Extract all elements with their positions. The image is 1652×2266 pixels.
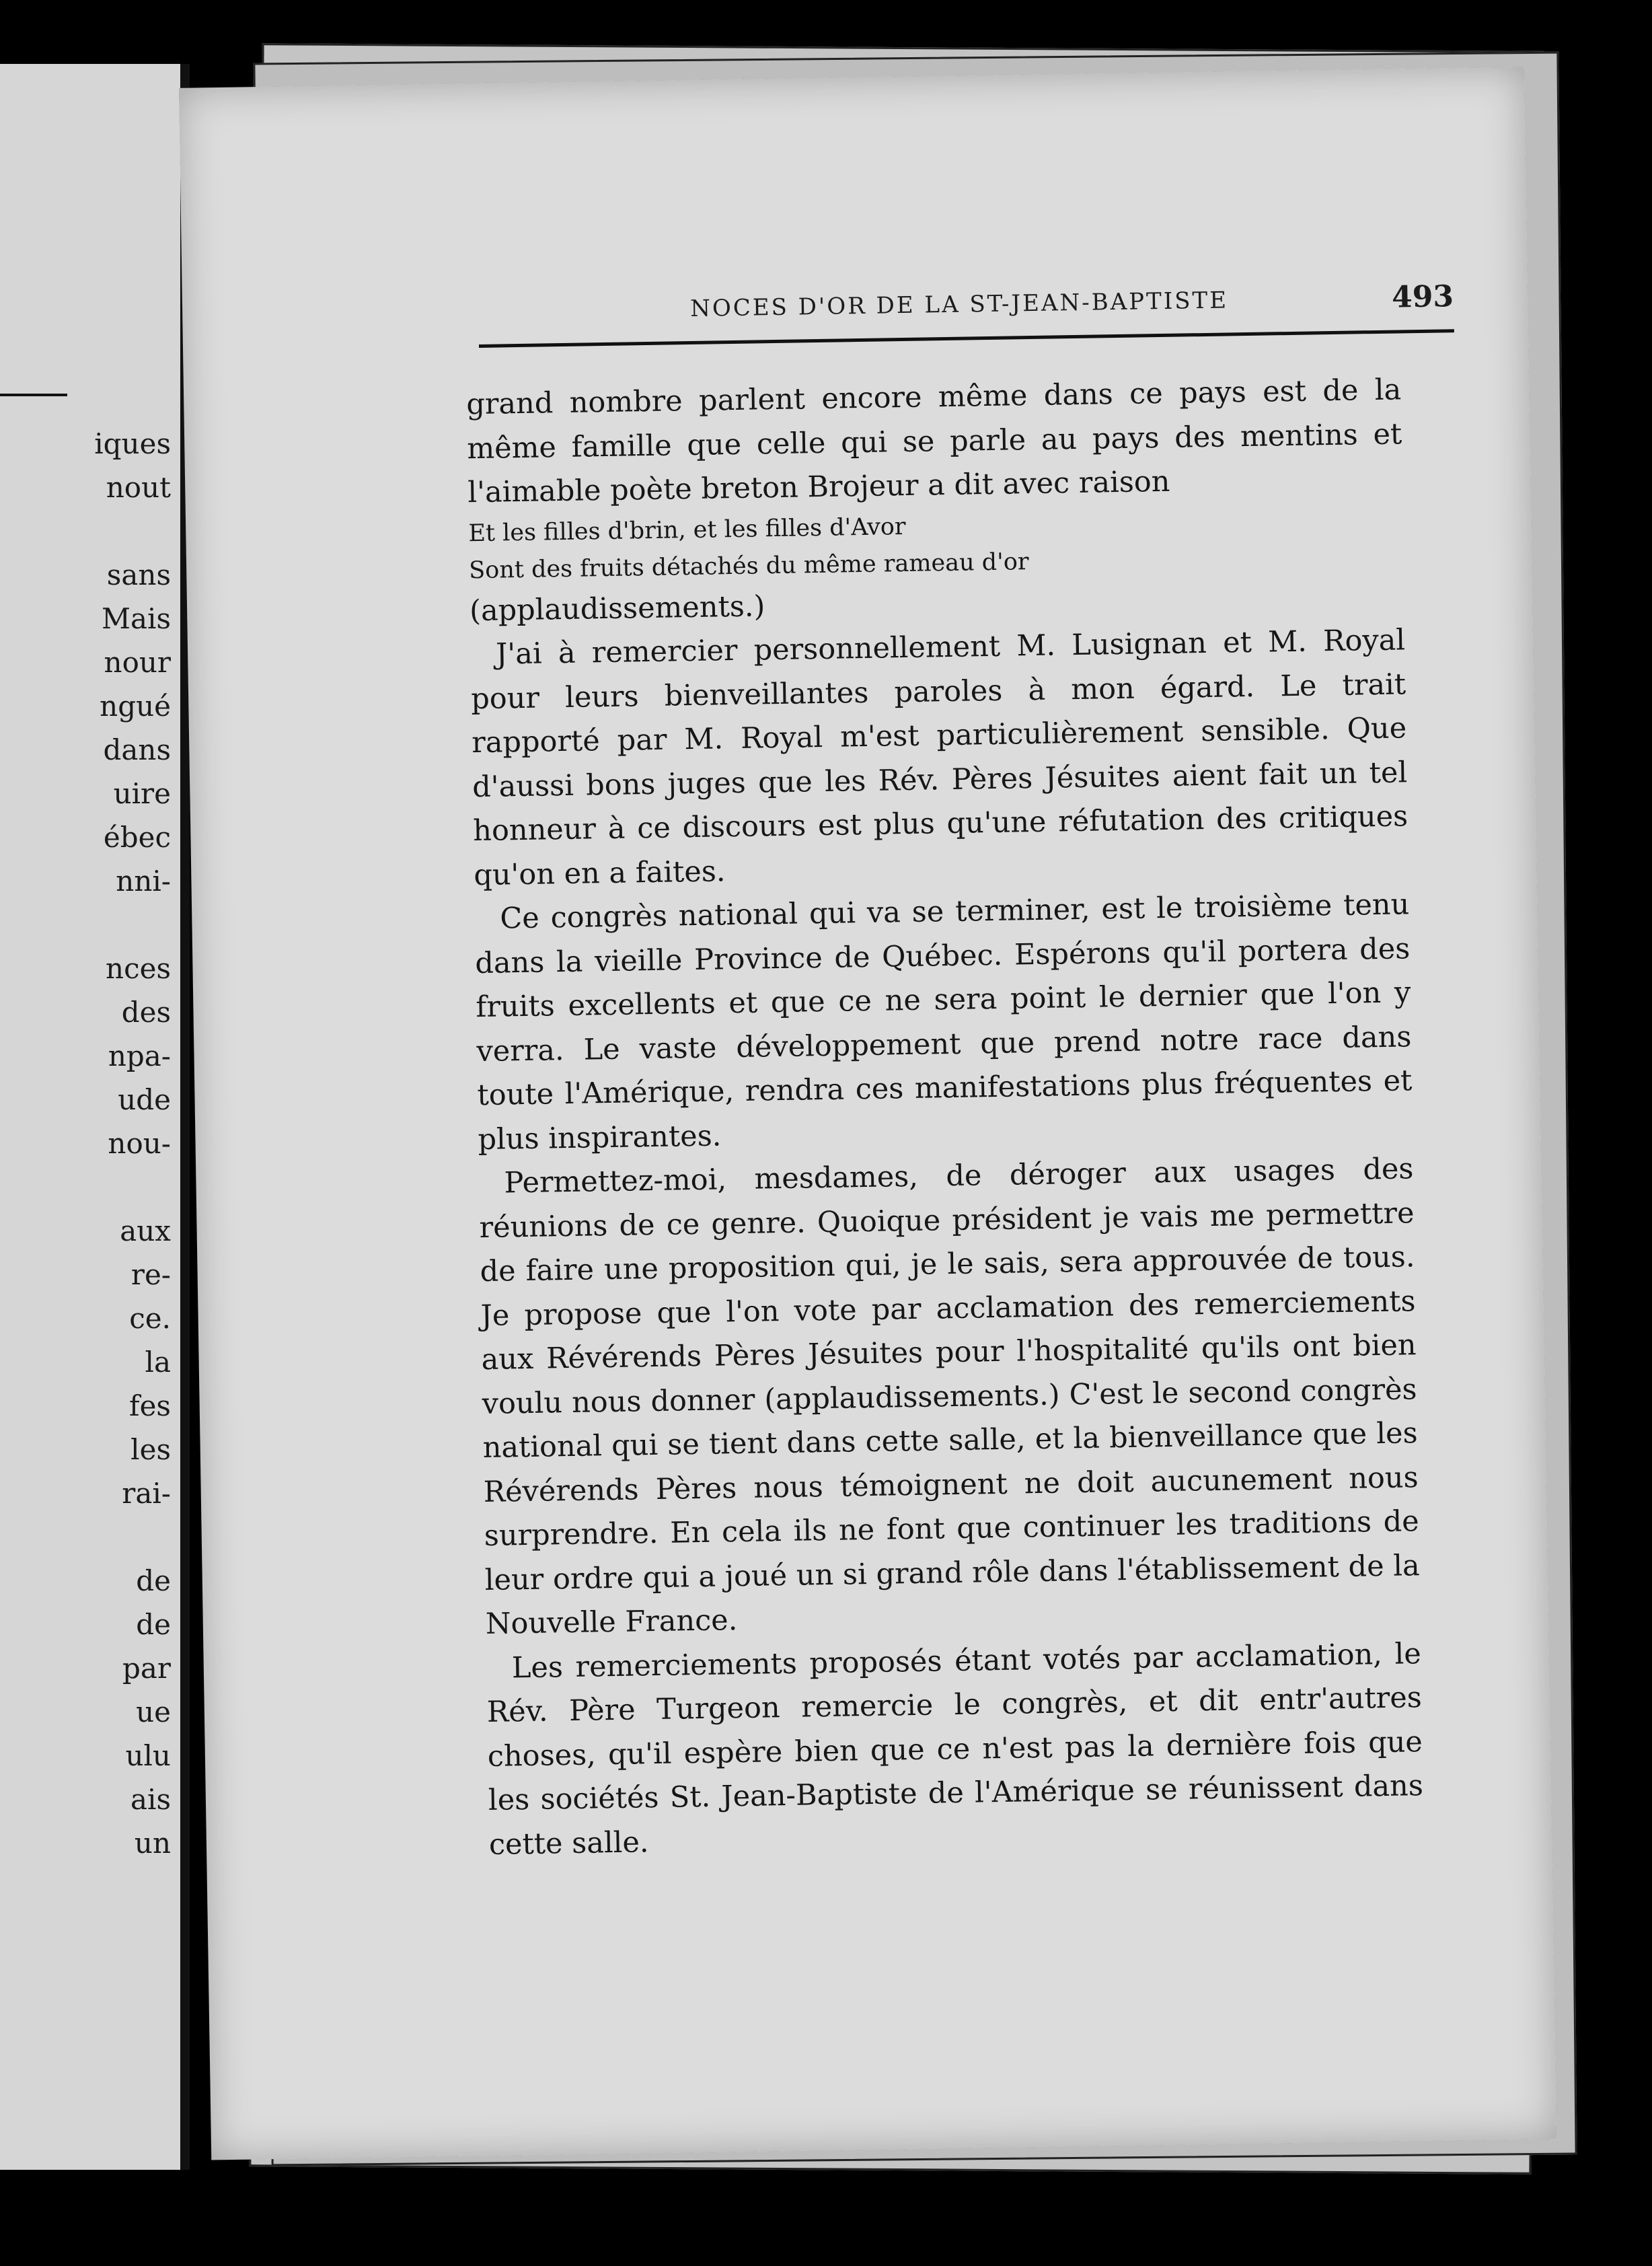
left-fragment: npa- [108,1039,171,1072]
left-fragment: un [134,1827,171,1860]
left-fragment: sans [106,558,171,591]
left-fragment: dans [103,733,171,766]
verse-line: Sont des fruits détachés du même rameau d'or [468,548,1029,584]
left-fragment: nni- [116,865,171,898]
page-number: 493 [1391,279,1454,315]
left-fragment: des [121,996,171,1029]
left-fragment: rai- [122,1477,171,1510]
left-fragment: ude [118,1083,171,1116]
page-header [478,279,1454,346]
left-fragment: Mais [101,602,171,635]
left-page-rule [0,394,67,396]
verse-line: Et les filles d'brin, et les filles d'Avor [468,513,906,547]
left-fragment: ais [130,1783,171,1816]
left-fragment: iques [94,427,171,460]
paragraph: J'ai à remercier personnellement M. Lusignan et M. Royal pour leurs bienveillantes paroles à mon égard. Le trait rapporté par M. Royal m'est particulièrement sensible. Que d'aussi bons juges que les Rév. Pères Jésuites aient fait un tel honneur à ce discours est plus qu'une réfutation des critiques qu'on en a faites. [470,623,1409,892]
left-fragment: nou- [108,1127,171,1160]
left-fragment: nces [106,952,171,985]
paragraph: grand nombre parlent encore même dans ce pays est de la même famille que celle qui se parle au pays des mentins et l'aimable poète breton Brojeur a dit avec raison [465,373,1402,510]
paragraph: Permettez-moi, mesdames, de déroger aux usages des réunions de ce genre. Quoique président je vais me permettre de faire une proposition qui, je le sais, sera approuvée de tous. Je propose que l'on vote par acclamation des remerciements aux Révérends Pères Jésuites pour l'hospitalité qu'ils ont bien voulu nous donner (applaudissements.) C'est le second congrès national qui se tient dans cette salle, et la bienveillance que les Révérends Pères nous témoignent ne doit aucunement nous surprendre. En cela ils ne font que continuer les traditions de leur ordre qui a joué un si grand rôle dans l'établissement de la Nouvelle France. [479,1152,1421,1642]
running-head: NOCES D'OR DE LA ST-JEAN-BAPTISTE [689,287,1229,322]
left-fragment: ébec [103,821,171,854]
left-fragment: de [136,1608,171,1641]
left-fragment: uire [113,777,171,810]
left-page-fragment [0,64,190,2170]
left-fragment: nout [106,471,171,504]
right-page [179,67,1556,2160]
header-rule [479,329,1454,348]
left-fragment: les [130,1433,171,1466]
left-fragment: aux [120,1214,171,1247]
body-text [466,368,1424,1867]
paragraph: (applaudissements.) [469,589,765,628]
left-fragment: ngué [100,690,171,723]
left-fragment: ue [136,1695,171,1728]
left-fragment: la [145,1346,171,1379]
left-fragment: par [122,1652,171,1685]
paragraph: Ce congrès national qui va se terminer, est le troisième tenu dans la vieille Province de Québec. Espérons qu'il portera des fruits excellents et que ce ne sera point le dernier que l'on y verra. Le vaste développement que prend notre race dans toute l'Amérique, rendra ces manifestations plus fréquentes et plus inspirantes. [475,887,1413,1157]
left-fragment: de [136,1564,171,1597]
left-fragment: nour [104,646,171,679]
paragraph: Les remerciements proposés étant votés par acclamation, le Rév. Père Turgeon remercie le congrès, et dit entr'autres choses, qu'il espère bien que ce n'est pas la dernière fois que les sociétés St. Jean-Baptiste de l'Amérique se réunissent dans cette salle. [486,1636,1424,1862]
left-fragment: fes [129,1389,171,1422]
left-fragment: ce. [129,1302,171,1335]
left-fragment: re- [130,1258,171,1291]
left-fragment: ulu [125,1739,171,1772]
